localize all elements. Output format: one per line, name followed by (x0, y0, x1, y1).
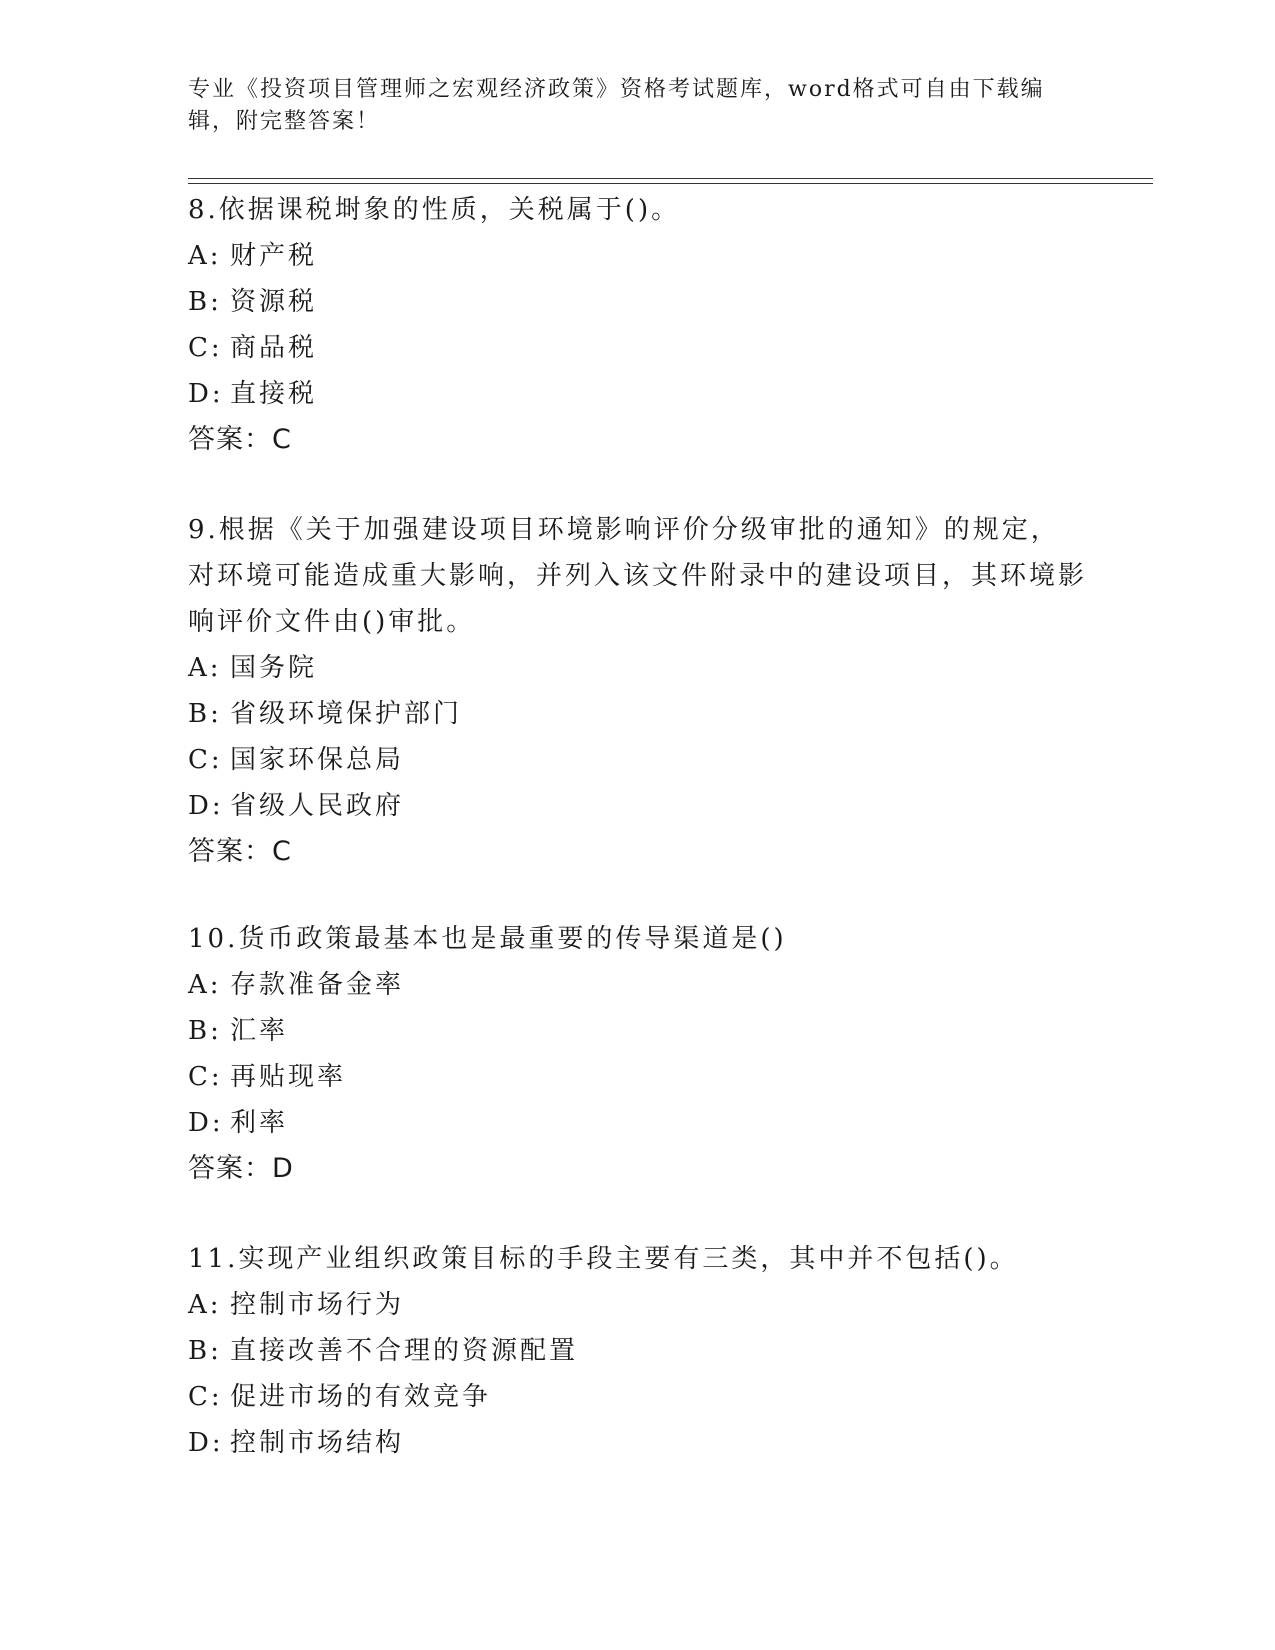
option-text: 促进市场的有效竞争 (230, 1382, 492, 1412)
option-c (188, 737, 1088, 783)
option-text: 商品税 (230, 333, 318, 363)
option-text: 控制市场结构 (230, 1428, 405, 1458)
header-divider-bottom (188, 183, 1153, 184)
answer: 答案：C (188, 836, 292, 867)
question-11 (188, 1236, 1088, 1466)
question-9 (188, 507, 1088, 875)
option-a (188, 233, 1088, 279)
option-key: A: (188, 1290, 222, 1320)
option-key: A: (188, 970, 222, 1000)
question-stem: 9.根据《关于加强建设项目环境影响评价分级审批的通知》的规定，对环境可能造成重大影响，并列入该文件附录中的建设项目，其环境影响评价文件由()审批。 (188, 515, 1088, 637)
question-10 (188, 916, 1088, 1192)
option-key: B: (188, 699, 222, 729)
header-text: 专业《投资项目管理师之宏观经济政策》资格考试题库，word格式可自由下载编辑，附完整答案！ (188, 77, 1045, 134)
option-c (188, 1054, 1088, 1100)
option-key: C: (188, 333, 223, 363)
option-text: 国务院 (230, 653, 318, 683)
option-b (188, 279, 1088, 325)
option-text: 利率 (230, 1108, 289, 1138)
question-stem: 8.依据课税埘象的性质，关税属于()。 (188, 195, 681, 225)
answer: 答案：C (188, 424, 292, 455)
question-8 (188, 187, 1088, 463)
option-text: 控制市场行为 (230, 1290, 405, 1320)
option-text: 直接税 (230, 379, 318, 409)
option-text: 直接改善不合理的资源配置 (230, 1336, 579, 1366)
option-key: D: (188, 379, 224, 409)
option-key: A: (188, 653, 222, 683)
question-stem: 10.货币政策最基本也是最重要的传导渠道是() (188, 924, 787, 954)
option-text: 省级环境保护部门 (230, 699, 463, 729)
option-key: B: (188, 1336, 222, 1366)
option-d (188, 1100, 1088, 1146)
header-divider-top (188, 178, 1153, 179)
option-key: C: (188, 1382, 223, 1412)
option-a (188, 645, 1088, 691)
option-b (188, 1008, 1088, 1054)
option-text: 财产税 (230, 241, 318, 271)
option-b (188, 1328, 1088, 1374)
option-d (188, 371, 1088, 417)
option-key: C: (188, 1062, 223, 1092)
option-key: D: (188, 1108, 224, 1138)
option-d (188, 1420, 1088, 1466)
option-key: B: (188, 287, 222, 317)
option-c (188, 325, 1088, 371)
option-text: 再贴现率 (230, 1062, 347, 1092)
option-a (188, 962, 1088, 1008)
option-key: D: (188, 1428, 224, 1458)
answer: 答案：D (188, 1153, 294, 1184)
option-text: 汇率 (230, 1016, 289, 1046)
option-text: 资源税 (230, 287, 318, 317)
option-b (188, 691, 1088, 737)
option-key: A: (188, 241, 222, 271)
option-key: C: (188, 745, 223, 775)
option-text: 存款准备金率 (230, 970, 405, 1000)
option-key: B: (188, 1016, 222, 1046)
option-text: 省级人民政府 (230, 791, 405, 821)
document-header (188, 74, 1068, 138)
option-a (188, 1282, 1088, 1328)
option-c (188, 1374, 1088, 1420)
option-key: D: (188, 791, 224, 821)
option-text: 国家环保总局 (230, 745, 405, 775)
option-d (188, 783, 1088, 829)
question-stem: 11.实现产业组织政策目标的手段主要有三类，其中并不包括()。 (188, 1244, 1019, 1274)
